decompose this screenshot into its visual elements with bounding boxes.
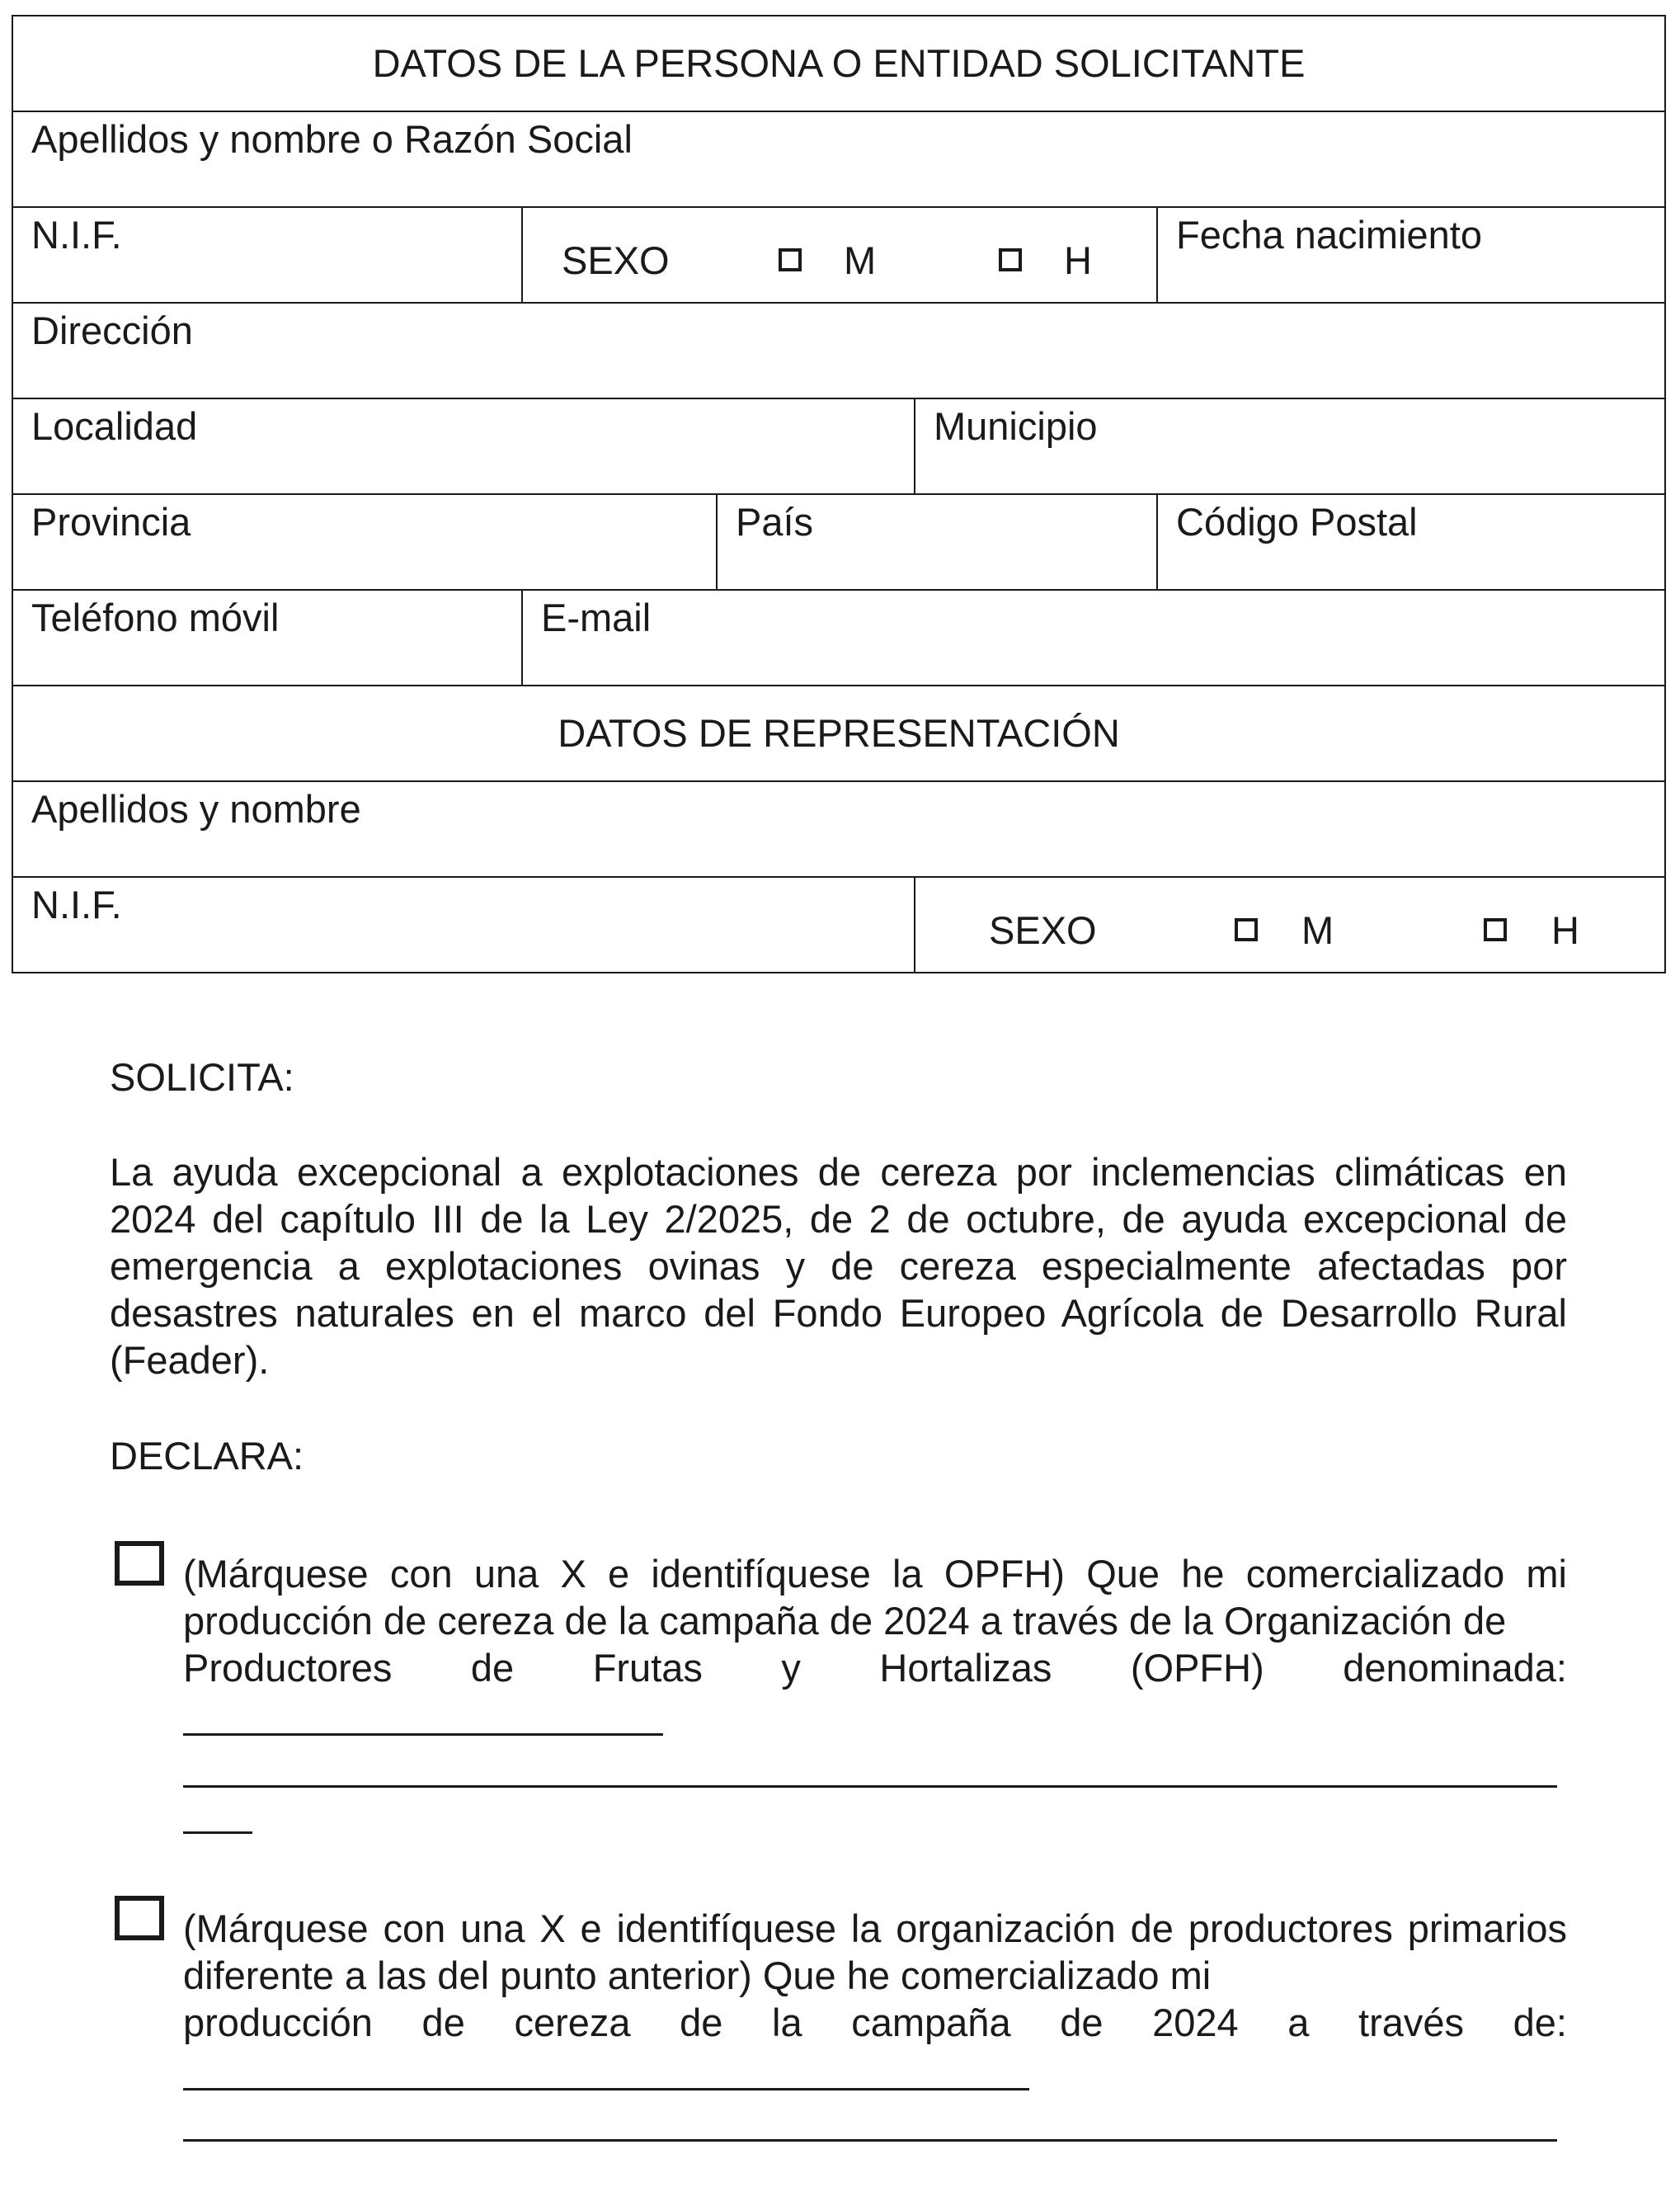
applicant-nif-field[interactable]: N.I.F. xyxy=(12,207,522,303)
applicant-municipality-field[interactable]: Municipio xyxy=(915,398,1665,494)
representation-name-field[interactable]: Apellidos y nombre xyxy=(12,781,1665,877)
other-org-declaration-last-line: producción de cereza de la campaña de 2024 a través de: xyxy=(183,2001,1567,2044)
applicant-form-table xyxy=(12,15,1666,973)
representation-sexo-field xyxy=(915,877,1665,973)
applicant-province-field[interactable]: Provincia xyxy=(12,494,717,590)
representation-section-title: DATOS DE REPRESENTACIÓN xyxy=(12,686,1665,781)
applicant-mobile-field[interactable]: Teléfono móvil xyxy=(12,590,522,686)
representation-nif-field[interactable]: N.I.F. xyxy=(12,877,915,973)
applicant-sexo-m-label: M xyxy=(844,238,877,282)
representation-sexo-m-checkbox[interactable] xyxy=(1235,918,1258,941)
applicant-postal-code-field[interactable]: Código Postal xyxy=(1157,494,1665,590)
applicant-locality-field[interactable]: Localidad xyxy=(12,398,915,494)
opfh-name-line-1[interactable] xyxy=(183,1733,663,1736)
declaration-heading: DECLARA: xyxy=(110,1434,304,1478)
other-org-checkbox[interactable] xyxy=(115,1896,164,1940)
applicant-sexo-m-checkbox[interactable] xyxy=(779,248,802,271)
applicant-section-title: DATOS DE LA PERSONA O ENTIDAD SOLICITANTE xyxy=(12,16,1665,111)
applicant-birthdate-field[interactable]: Fecha nacimiento xyxy=(1157,207,1665,303)
applicant-email-field[interactable]: E-mail xyxy=(522,590,1665,686)
other-org-name-line-1[interactable] xyxy=(183,2088,1029,2090)
opfh-name-line-2[interactable] xyxy=(183,1785,1557,1788)
applicant-sexo-label: SEXO xyxy=(562,238,670,282)
request-heading: SOLICITA: xyxy=(110,1055,294,1099)
other-org-name-line-2[interactable] xyxy=(183,2139,1557,2142)
opfh-declaration-text: (Márquese con una X e identifíquese la OPFH) Que he comercializado mi producción de cereza de la campaña de 2024 a través de la Organización de xyxy=(183,1552,1567,1643)
representation-sexo-h-label: H xyxy=(1551,908,1579,952)
opfh-declaration-last-line: Productores de Frutas y Hortalizas (OPFH) denominada: xyxy=(183,1646,1567,1690)
applicant-address-field[interactable]: Dirección xyxy=(12,303,1665,398)
opfh-checkbox[interactable] xyxy=(115,1541,164,1586)
representation-sexo-label: SEXO xyxy=(989,908,1097,952)
representation-sexo-h-checkbox[interactable] xyxy=(1484,918,1507,941)
opfh-name-line-3[interactable] xyxy=(183,1831,252,1834)
other-org-declaration-text: (Márquese con una X e identifíquese la organización de productores primarios diferente a las del punto anterior) Que he comercializado mi xyxy=(183,1907,1567,1997)
applicant-country-field[interactable]: País xyxy=(717,494,1157,590)
request-text: La ayuda excepcional a explotaciones de cereza por inclemencias climáticas en 2024 del capítulo III de la Ley 2/2025, de 2 de octubre, de ayuda excepcional de emergencia a explotaciones ovinas y de cereza especialmente afectadas por desastres naturales en el marco del Fondo Europeo Agrícola de Desarrollo Rural (Feader). xyxy=(110,1150,1567,1382)
applicant-name-field[interactable]: Apellidos y nombre o Razón Social xyxy=(12,111,1665,207)
applicant-sexo-h-checkbox[interactable] xyxy=(999,248,1022,271)
representation-sexo-m-label: M xyxy=(1301,908,1334,952)
applicant-sexo-h-label: H xyxy=(1064,238,1092,282)
applicant-sexo-field xyxy=(522,207,1157,303)
